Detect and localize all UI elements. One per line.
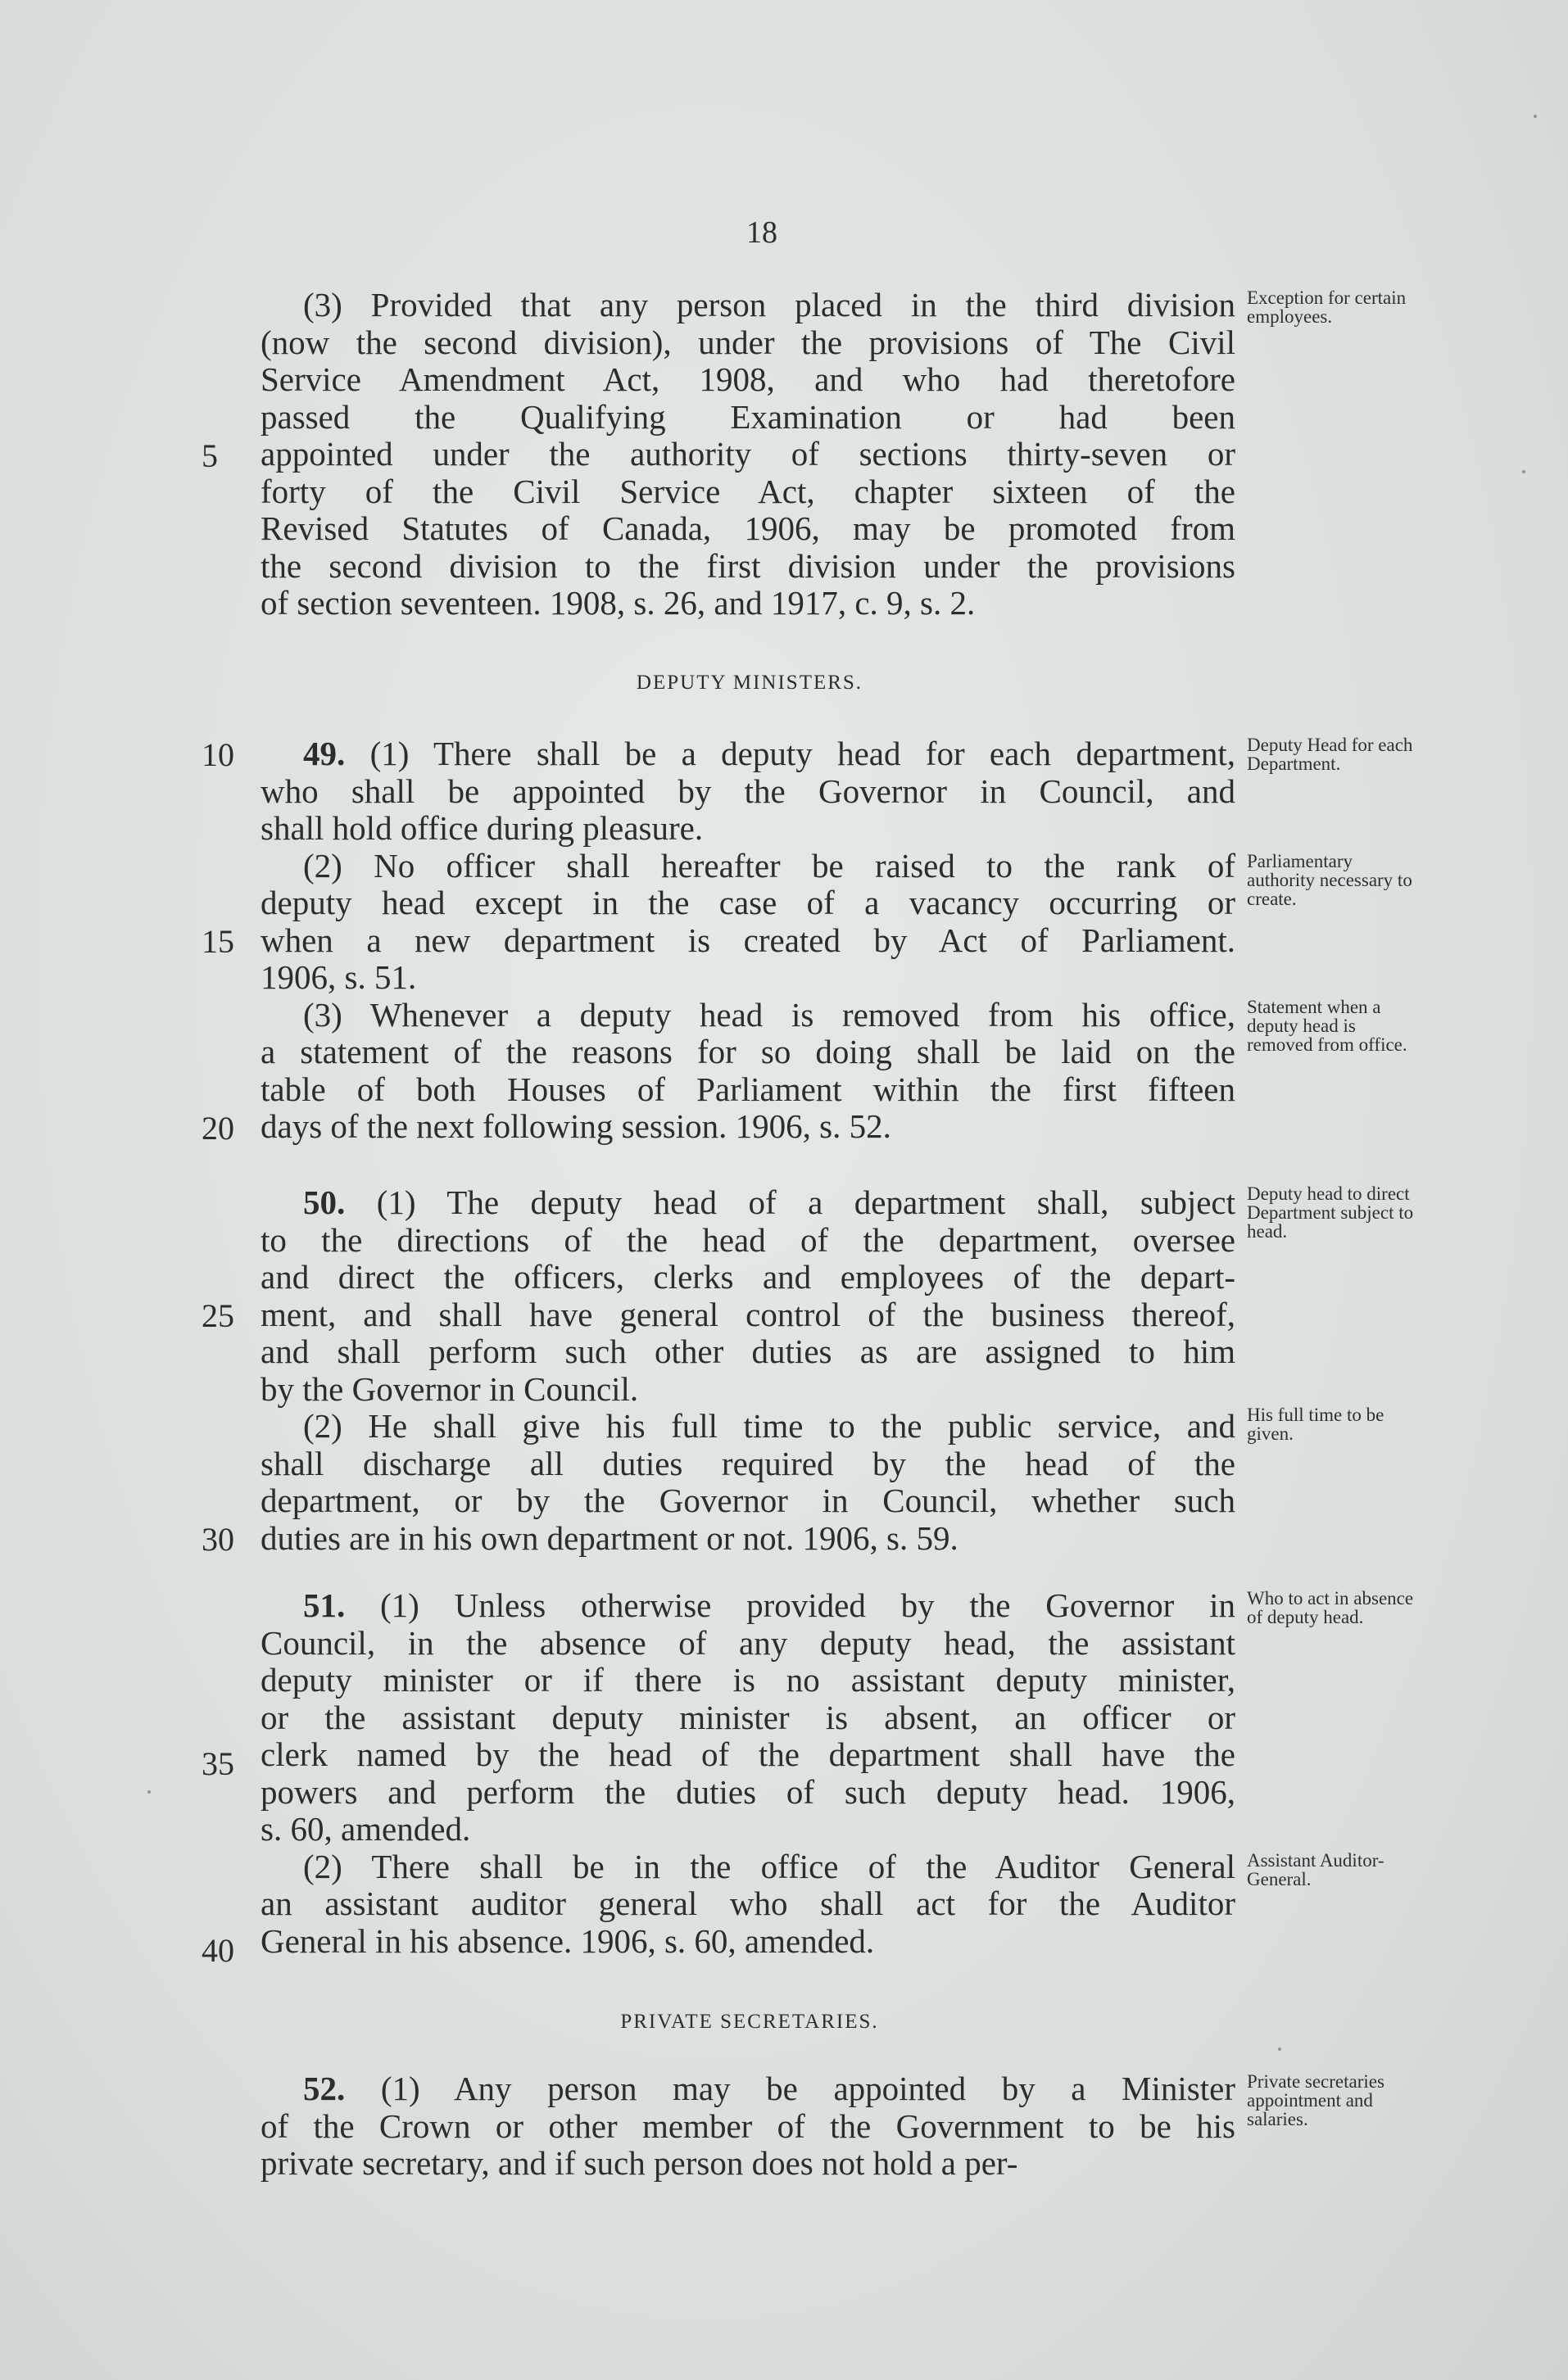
text-line: when a new department is created by Act of Parliament. (261, 921, 1235, 959)
paper-speck (1278, 2047, 1281, 2051)
text-line: forty of the Civil Service Act, chapter sixteen of the (261, 472, 1235, 510)
text-line: 1906, s. 51. (261, 958, 417, 996)
line-number: 30 (202, 1521, 234, 1558)
section-heading: DEPUTY MINISTERS. (636, 672, 863, 694)
margin-note: Deputy Head for each Department. (1247, 735, 1413, 774)
paragraph-block (261, 1587, 1235, 1960)
text-line: General in his absence. 1906, s. 60, amended. (261, 1921, 875, 1960)
text-line: of section seventeen. 1908, s. 26, and 1917, c. 9, s. 2. (261, 584, 976, 622)
margin-note: Private secretaries appointment and salaries. (1247, 2071, 1384, 2129)
text-line: powers and perform the duties of such deputy head. 1906, (261, 1772, 1235, 1811)
line-number: 25 (202, 1297, 234, 1334)
line-number: 5 (202, 437, 218, 474)
margin-note: Exception for certain employees. (1247, 287, 1407, 327)
text-line: a statement of the reasons for so doing shall be laid on the (261, 1033, 1235, 1070)
text-line: passed the Qualifying Examination or had been (261, 397, 1235, 436)
text-line: (3) Provided that any person placed in the third division (303, 286, 1235, 324)
text-line: ment, and shall have general control of the business thereof, (261, 1295, 1235, 1333)
margin-note: Parliamentary authority necessary to create. (1247, 851, 1412, 909)
text-line: private secretary, and if such person does not hold a per- (261, 2144, 1018, 2182)
text-line: deputy minister or if there is no assistant deputy minister, (261, 1661, 1235, 1699)
text-line: (3) Whenever a deputy head is removed from his office, (303, 995, 1235, 1034)
paper-speck (1522, 470, 1525, 473)
text-line: who shall be appointed by the Governor in Council, and (261, 771, 1235, 810)
text-line: shall hold office during pleasure. (261, 809, 704, 847)
text-line: days of the next following session. 1906, s. 52. (261, 1107, 891, 1145)
page-number: 18 (746, 215, 777, 250)
margin-note: His full time to be given. (1247, 1405, 1384, 1444)
text-line: (2) There shall be in the office of the Auditor General (303, 1847, 1235, 1885)
text-line: 52. (1) Any person may be appointed by a Minister (303, 2070, 1235, 2107)
paragraph-block (261, 2070, 1235, 2183)
text-line: department, or by the Governor in Council, whether such (261, 1482, 1235, 1519)
text-line: (2) He shall give his full time to the public service, and (303, 1407, 1235, 1445)
margin-note: Deputy head to direct Department subject to head. (1247, 1183, 1414, 1242)
text-line: to the directions of the head of the department, oversee (261, 1220, 1235, 1259)
text-line: duties are in his own department or not. 1906, s. 59. (261, 1518, 958, 1557)
margin-note: Who to act in absence of deputy head. (1247, 1588, 1414, 1627)
text-line: (now the second division), under the provisions of The Civil (261, 323, 1235, 361)
section-heading: PRIVATE SECRETARIES. (620, 2011, 879, 2033)
line-number: 15 (202, 923, 234, 960)
paper-speck (1534, 115, 1537, 118)
line-number: 40 (202, 1932, 234, 1969)
text-line: an assistant auditor general who shall act for the Auditor (261, 1885, 1235, 1922)
text-line: (2) No officer shall hereafter be raised to the rank of (303, 846, 1235, 885)
text-line: appointed under the authority of sections thirty-seven or (261, 435, 1235, 473)
text-line: 49. (1) There shall be a deputy head for each department, (303, 735, 1235, 772)
text-line: and direct the officers, clerks and employees of the depart- (261, 1258, 1235, 1296)
text-line: 50. (1) The deputy head of a department shall, subject (303, 1183, 1235, 1221)
paragraph-block (261, 1184, 1235, 1557)
text-line: Council, in the absence of any deputy head, the assistant (261, 1623, 1235, 1662)
text-line: Service Amendment Act, 1908, and who had theretofore (261, 360, 1235, 398)
text-line: of the Crown or other member of the Government to be his (261, 2106, 1235, 2145)
line-number: 20 (202, 1110, 234, 1147)
text-line: the second division to the first division under the provisions (261, 546, 1235, 585)
margin-note: Assistant Auditor-General. (1247, 1850, 1384, 1889)
text-line: 51. (1) Unless otherwise provided by the Governor in (303, 1586, 1235, 1624)
text-line: clerk named by the head of the department shall have the (261, 1735, 1235, 1773)
paragraph-block (261, 287, 1235, 622)
text-line: by the Governor in Council. (261, 1369, 639, 1408)
margin-note: Statement when a deputy head is removed from office. (1247, 997, 1407, 1055)
text-line: table of both Houses of Parliament within the first fifteen (261, 1070, 1235, 1108)
line-number: 35 (202, 1745, 234, 1782)
line-number: 10 (202, 736, 234, 773)
text-line: s. 60, amended. (261, 1810, 471, 1848)
text-line: Revised Statutes of Canada, 1906, may be promoted from (261, 509, 1235, 547)
paragraph-block (261, 735, 1235, 1146)
text-line: shall discharge all duties required by the head of the (261, 1444, 1235, 1482)
paper-speck (147, 1790, 151, 1794)
text-line: deputy head except in the case of a vacancy occurring or (261, 884, 1235, 921)
text-line: or the assistant deputy minister is absent, an officer or (261, 1698, 1235, 1736)
text-line: and shall perform such other duties as are assigned to him (261, 1333, 1235, 1370)
